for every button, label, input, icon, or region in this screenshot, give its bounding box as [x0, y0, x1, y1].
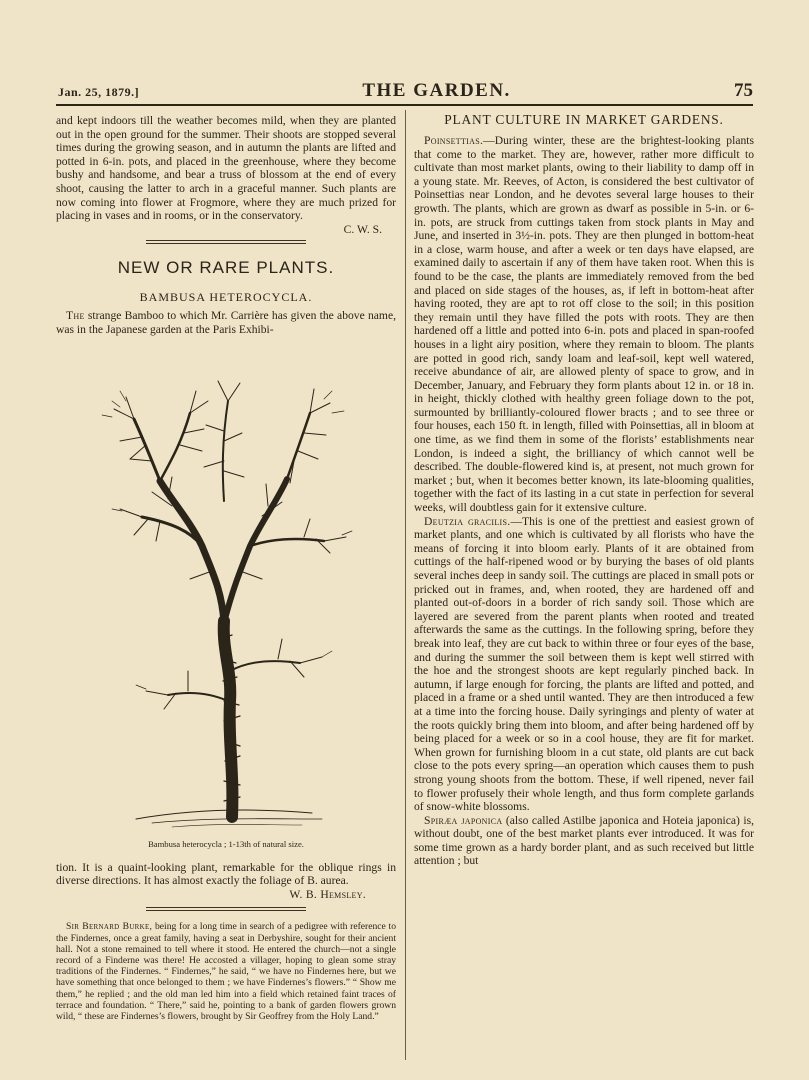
right-column: [414, 112, 754, 868]
article-title-bambusa: BAMBUSA HETEROCYCLA.: [139, 290, 313, 305]
anecdote-separator: [146, 907, 306, 911]
bamboo-illustration: [56, 341, 396, 837]
bamboo-engraving: [72, 341, 382, 829]
paragraph-poinsettias: [414, 134, 754, 515]
text-deutzia: —This is one of the prettiest and easiest grown of market plants, and one which is cultivated by all florists who have the means of forcing it into bloom early. Plants of it are obtained from cuttings of the half-ripened wood or by burying the bases of old plants several inches deep in sandy soil. The cuttings are placed in small pots or pricked out in frames, and, when rooted, they are hardened off and planted out-of-doors in a border of rich sandy soil. Those which are layered are severed from the parent plants when rooted and treated afterwards the same as the cuttings. In the following spring, before they break into leaf, they are cut back to within three or four eyes of the base, and during the summer the soil between them is kept well stirred with the hoe and the strongest shoots are kept regularly pinched back. In autumn, if large enough for forcing, the plants are lifted and potted, and placed in a frame or a shed until wanted. They are then introduced a few at a time into the forcing house. Daily syringings and plenty of water at the roots quickly bring them into bloom, and after being hardened off by being placed for a week or so in a cool house, they are fit for market. When grown for furnishing bloom in a cut state, old plants are cut back close to the pots every spring—an operation which causes them to push strong young shoots from the bottom. These, if well ripened, never fail to flower profusely their whole length, and thus form complete garlands of snow-white blossoms.: [414, 514, 754, 814]
lead-deutzia: Deutzia gracilis.: [424, 514, 511, 528]
figure-caption: Bambusa heterocycla ; 1-13th of natural size.: [148, 838, 304, 849]
section-separator: [146, 240, 306, 244]
issue-date: Jan. 25, 1879.]: [58, 85, 140, 99]
publication-title: THE GARDEN.: [362, 80, 511, 101]
anecdote-paragraph: [56, 921, 396, 1022]
anecdote-text: being for a long time in search of a pedigree with reference to the Findernes, once a great family, having a seat in Derbyshire, sought for their ancient hall. Not a stone remained to tell where it stood. He entered the church—not a single record of a Finderne was there! He accosted a villager, hoping to glean some stray traditions of the Findernes. “ Findernes,” he said, “ we have no Findernes here, but we have something that once belonged to them ; we have Findernes’s flowers.” “ Show me them,” he replied ; and the old man led him into a field which retained faint traces of terrace and foundation. “ There,” said he, pointing to a bank of garden flowers grown wild, “ these are Findernes’s flowers, brought by Sir Geoffrey from the Holy Land.”: [56, 921, 396, 1022]
left-column: [56, 114, 396, 1022]
paragraph-spiraea: [414, 814, 754, 868]
section-title-plant-culture: PLANT CULTURE IN MARKET GARDENS.: [444, 112, 724, 127]
opening-signature-line: [56, 223, 396, 237]
article-intro-text: strange Bamboo to which Mr. Carrière has given the above name, was in the Japanese garden at the Paris Exhibi-: [56, 309, 396, 336]
article-continuation: tion. It is a quaint-looking plant, remarkable for the oblique rings in diverse directions. It has almost exactly the foliage of B. aurea.: [56, 860, 396, 888]
text-poinsettias: —During winter, these are the brightest-looking plants that come to the market. They are, however, rather more difficult to cultivate than most market plants, owing to their liability to damp off in a young state. Mr. Reeves, of Acton, is considered the best cultivator of Poinsettias near London, and he devotes several large houses to their growth. The plants, which are grown as dwarf as possible in 5-in. or 6-in. pots, are struck from cuttings taken from stock plants in May and June, and inserted in 3½-in. pots. They are then plunged in bottom-heat in a close, warm house, and after a week or ten days have elapsed, are examined daily to ascertain if any of them have taken root. When this is found to be the case, the plants are immediately removed from the bed and placed on side stages of the houses, as, if left in bottom-heat after having rooted, they are apt to rot off close to the soil; in this position they remain until they have filled the pots with roots. They are then hardened off a little and potted into 6-in. pots and placed in span-roofed houses in a light airy position, where they remain to bloom. The plants are potted in good rich, sandy loam and leaf-soil, kept well watered, receive abundance of air, are allowed plenty of space to grow, and in December, January, and February they form plants about 12 in. or 18 in. in height, thickly clothed with healthy green foliage down to the pot, surmounted by brilliantly-coloured flower bracts ; and to see three or four houses, each 150 ft. in length, filled with Poinsettias, all in bloom at one time, as we find them in some of the florists’ establishments near London, is indeed a sight, the brilliancy of which cannot well be described. The double-flowered kind is, at present, not much grown for market ; but, when it becomes better known, its late-blooming qualities, together with the fact of its lasting in a cut state in perfection for several weeks, will doubtless gain for it extensive culture.: [414, 134, 754, 515]
header-rule: [56, 104, 753, 106]
running-header: [58, 80, 753, 102]
page-number: 75: [733, 80, 753, 101]
article-lead-word: The: [66, 309, 85, 323]
text-spiraea: (also called Astilbe japonica and Hoteia japonica) is, without doubt, one of the best market plants ever introduced. It was for some time grown as a hardy border plant, and as such received but little attention ; but: [414, 813, 754, 868]
article-signature-line: [56, 888, 396, 902]
opening-signature: C. W. S.: [343, 222, 382, 236]
lead-spiraea: Spiræa japonica: [424, 813, 503, 827]
column-divider: [405, 110, 406, 1060]
article-intro: [56, 309, 396, 336]
article-signature: W. B. Hemsley.: [289, 887, 366, 901]
anecdote-name: Sir Bernard Burke,: [66, 921, 153, 933]
lead-poinsettias: Poinsettias.: [424, 134, 484, 147]
opening-paragraph: and kept indoors till the weather becomes mild, when they are planted out in the open ground for the summer. Their shoots are stopped several times during the growing season, and in autumn the plants are lifted and potted in 6-in. pots, and placed in the greenhouse, where they become bushy and handsome, and bear a truss of blossom at the end of every shoot, causing the latter to arch in a graceful manner. Such plants are now coming into flower at Frogmore, where they are much prized for placing in vases and in rooms, or in the conservatory.: [56, 114, 396, 223]
section-title-new-rare-plants: NEW OR RARE PLANTS.: [117, 258, 335, 278]
paragraph-deutzia: [414, 515, 754, 814]
